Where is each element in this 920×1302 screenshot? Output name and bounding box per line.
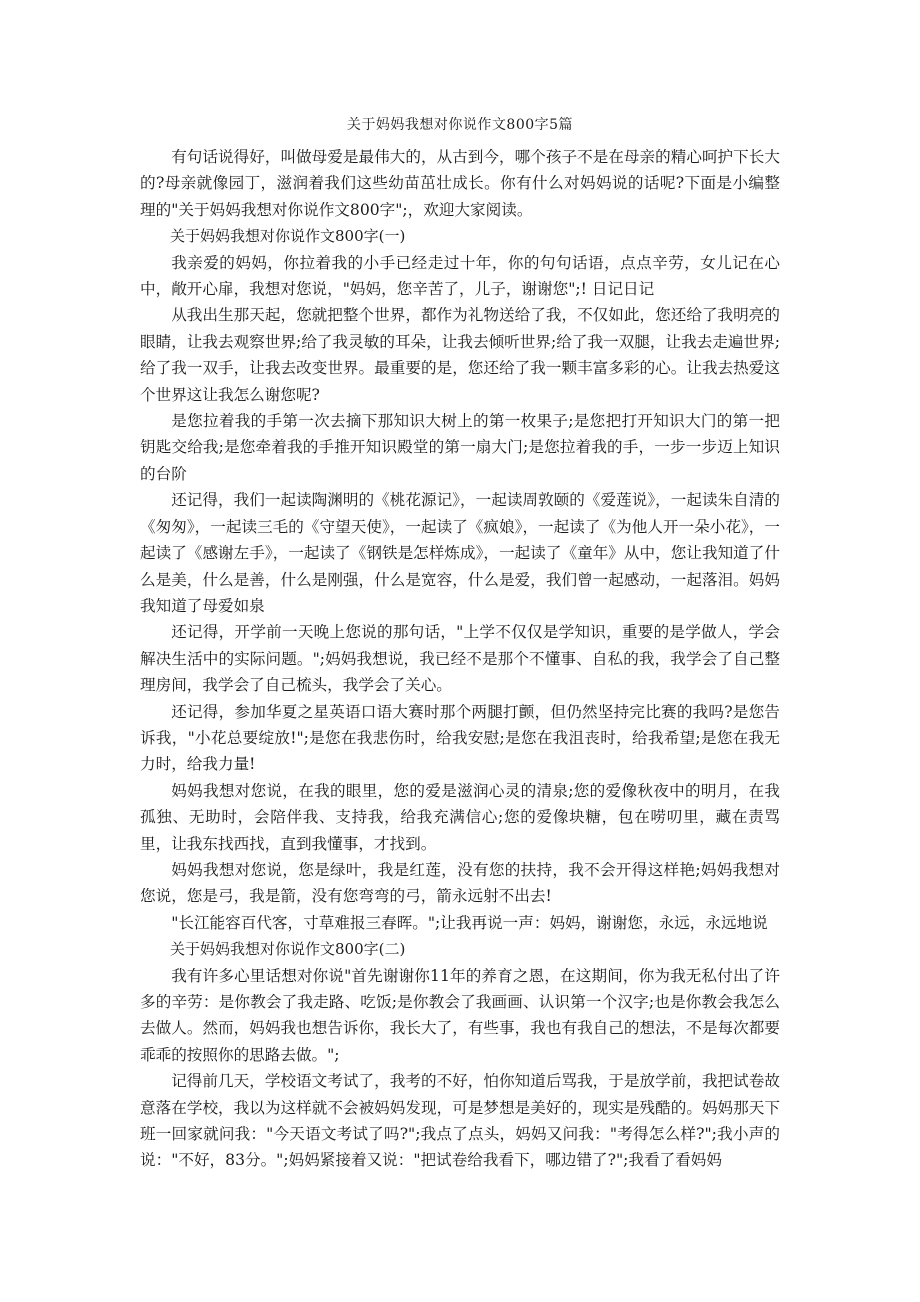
body-paragraph: 还记得，我们一起读陶渊明的《桃花源记》，一起读周敦颐的《爱莲说》，一起读朱自清的《匆匆》，一起读三毛的《守望天使》，一起读了《疯娘》，一起读了《为他人开一朵小花》，一起读了《感谢左手》，一起读了《钢铁是怎样炼成》，一起读了《童年》从中，您让我知道了什么是美，什么是善，什么是刚强，什么是宽容，什么是爱，我们曾一起感动，一起落泪。妈妈我知道了母爱如泉 [140,491,780,615]
section-heading-2: 关于妈妈我想对你说作文800字(二) [170,940,406,959]
document-page [140,112,780,1174]
section-heading-1: 关于妈妈我想对你说作文800字(一) [170,227,406,246]
body-paragraph: 还记得，开学前一天晚上您说的那句话，"上学不仅仅是学知识，重要的是学做人，学会解决生活中的实际问题。";妈妈我想说，我已经不是那个不懂事、自私的我，我学会了自己整理房间，我学会了自己梳头，我学会了关心。 [140,623,780,695]
body-paragraph: 是您拉着我的手第一次去摘下那知识大树上的第一枚果子;是您把打开知识大门的第一把钥匙交给我;是您牵着我的手推开知识殿堂的第一扇大门;是您拉着我的手，一步一步迈上知识的台阶 [140,412,780,483]
body-paragraph: 记得前几天，学校语文考试了，我考的不好，怕你知道后骂我，于是放学前，我把试卷故意落在学校，我以为这样就不会被妈妈发现，可是梦想是美好的，现实是残酷的。妈妈那天下班一回家就问我："今天语文考试了吗?";我点了点头，妈妈又问我："考得怎么样?";我小声的说："不好，83分。";妈妈紧接着又说："把试卷给我看下，哪边错了?";我看了看妈妈 [140,1072,780,1170]
body-paragraph: 还记得，参加华夏之星英语口语大赛时那个两腿打颤，但仍然坚持完比赛的我吗?是您告诉我，"小花总要绽放!";是您在我悲伤时，给我安慰;是您在我沮丧时，给我希望;是您在我无力时，给我力量! [140,702,780,774]
body-paragraph: "长江能容百代客，寸草难报三春晖。";让我再说一声：妈妈，谢谢您，永远，永远地说 [171,913,768,932]
body-paragraph: 我亲爱的妈妈，你拉着我的小手已经走过十年，你的句句话语，点点辛劳，女儿记在心中，敞开心扉，我想对您说，"妈妈，您辛苦了，儿子，谢谢您";! 日记日记 [140,253,780,299]
body-paragraph: 从我出生那天起，您就把整个世界，都作为礼物送给了我，不仅如此，您还给了我明亮的眼睛，让我去观察世界;给了我灵敏的耳朵，让我去倾听世界;给了我一双腿，让我去走遍世界;给了我一双手，让我去改变世界。最重要的是，您还给了我一颗丰富多彩的心。让我去热爱这个世界这让我怎么谢您呢? [140,306,780,404]
body-paragraph: 我有许多心里话想对你说"首先谢谢你11年的养育之恩，在这期间，你为我无私付出了许多的辛劳：是你教会了我走路、吃饭;是你教会了我画画、认识第一个汉字;也是你教会我怎么去做人。然而，妈妈我也想告诉你，我长大了，有些事，我也有我自己的想法，不是每次都要乖乖的按照你的思路去做。"; [140,966,780,1064]
body-paragraph: 妈妈我想对您说，您是绿叶，我是红莲，没有您的扶持，我不会开得这样艳;妈妈我想对您说，您是弓，我是箭，没有您弯弯的弓，箭永远射不出去! [140,860,780,906]
document-title: 关于妈妈我想对你说作文800字5篇 [346,117,574,133]
intro-paragraph: 有句话说得好，叫做母爱是最伟大的，从古到今，哪个孩子不是在母亲的精心呵护下长大的?母亲就像园丁，滋润着我们这些幼苗茁壮成长。你有什么对妈妈说的话呢?下面是小编整理的"关于妈妈我想对你说作文800字";，欢迎大家阅读。 [140,148,780,219]
body-paragraph: 妈妈我想对您说，在我的眼里，您的爱是滋润心灵的清泉;您的爱像秋夜中的明月，在我孤独、无助时，会陪伴我、支持我，给我充满信心;您的爱像块糖，包在唠叨里，藏在责骂里，让我东找西找，直到我懂事，才找到。 [140,781,780,853]
